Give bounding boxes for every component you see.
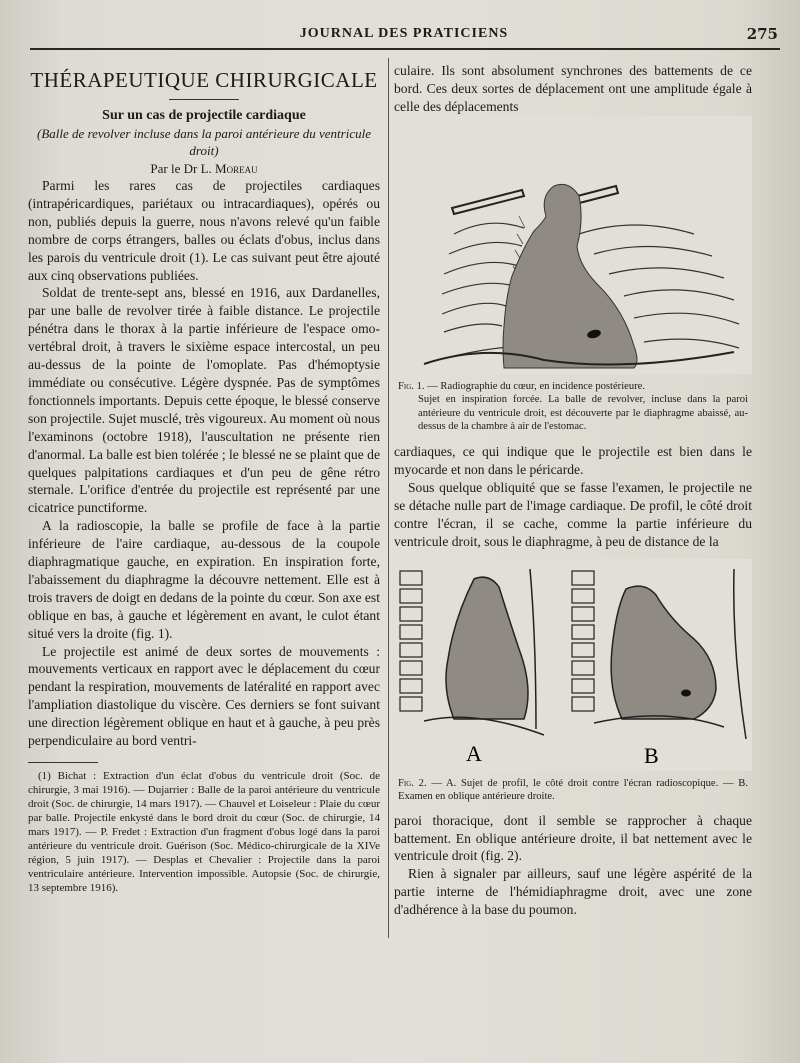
figure-1-caption-first: — Radiographie du cœur, en incidence postérieure. xyxy=(427,380,646,392)
page-header xyxy=(30,22,778,48)
title-rule xyxy=(169,99,239,100)
column-divider xyxy=(388,58,389,938)
figure-2-drawings xyxy=(394,559,752,771)
left-column xyxy=(28,60,380,895)
paragraph-rien: Rien à signaler par ailleurs, sauf une légère aspérité de la partie interne de l'hémidiaphragme droit, avec une zone d'adhérence à la base du poumon. xyxy=(394,866,752,918)
right-column xyxy=(394,62,752,919)
paragraph-radioscopy: A la radioscopie, la balle se profile de face à la partie inférieure de l'aire cardiaque, au-dessous de la coupole diaphragmatique gauche, en expiration. En inspiration forte, l'abaissement du diaphragme la découvre nettement. Elle est à trois travers de doigt en dedans de la pointe du cœur. Son axe est oblique en bas, à gauche et légèrement en avant, le culot étant situé vers la droite (fig. 1). xyxy=(28,518,380,641)
article-title: Sur un cas de projectile cardiaque xyxy=(102,108,306,123)
paragraph-continued: culaire. Ils sont absolument synchrones des battements de ce bord. Ces deux sortes de déplacement ont une amplitude égale à celle des déplacements xyxy=(394,63,752,114)
figure-1 xyxy=(394,116,752,434)
figure-1-caption xyxy=(398,380,748,434)
paragraph-movements: Le projectile est animé de deux sortes de mouvements : mouvements verticaux en rapport avec le déplacement du cœur pendant la respiration, mouvements de latéralité en rapport avec l'ampliation diastolique du viscère. Ces derniers se font suivant une direction légèrement oblique en haut et à gauche, à peu près perpendiculaire au bord ventri- xyxy=(28,643,380,749)
figure-2-label: Fig. 2. xyxy=(398,777,427,789)
figure-1-caption-rest: Sujet en inspiration forcée. La balle de revolver, incluse dans la paroi antérieure du ventricule droit, est découverte par le diaphragme abaissé, au-dessus de la chambre à air de l'estomac. xyxy=(418,394,748,432)
article-subtitle: (Balle de revolver incluse dans la paroi antérieure du ventricule droit) xyxy=(37,126,371,158)
figure-2-caption-text: — A. Sujet de profil, le côté droit contre l'écran radioscopique. — B. Examen en oblique antérieure droite. xyxy=(398,777,749,803)
paragraph-intro: Parmi les rares cas de projectiles cardiaques (intrapéricardiques, pariétaux ou intracardiaques), opérés ou non, publiés depuis la guerre, nous n'avons relevé qu'un faible nombre de corps étrangers, balles ou éclats d'obus, inclus dans les parois du ventricule droit (1). Le cas suivant peut être ajouté aux cinq observations publiées. xyxy=(28,178,380,283)
paragraph-case: Soldat de trente-sept ans, blessé en 1916, aux Dardanelles, par une balle de revolver tirée à faible distance. Le projectile pénétra dans le thorax à la partie inférieure de l'espace omo-vertébral droit, à travers le sixième espace intercostal, un peu au-dessus de la pointe de l'omoplate. Pas d'hémoptysie immédiate ou consécutive. Légère dyspnée. Pas de symptômes fonctionnels importants. Depuis cette époque, le blessé conserve son projectile. Sujet musclé, très vigoureux. Au moment où nous l'examinons (octobre 1918), l'auscultation ne présente rien d'anormal. La balle est bien tolérée ; le blessé ne se plaint que de quelques palpitations cardiaques et d'un peu de gêne rétro sternale. L'orifice d'entrée du projectile est représenté par une cicatrice punctiforme. xyxy=(28,285,380,516)
paragraph-paroi: paroi thoracique, dont il semble se rapprocher à chaque battement. En oblique antérieure droite, il bat nettement avec le ventricule droit (fig. 2). xyxy=(394,812,752,864)
figure-2-caption xyxy=(398,777,748,804)
paragraph-obliquity: Sous quelque obliquité que se fasse l'examen, le projectile ne se détache nulle part de l'image cardiaque. De profil, le côté droit contre l'écran, il se cache, comme la partie inférieure du ventricule droit, sous le diaphragme, à peu de distance de la xyxy=(394,480,752,549)
header-rule xyxy=(30,48,780,50)
section-title: THÉRAPEUTIQUE CHIRURGICALE xyxy=(30,68,378,92)
figure-1-label: Fig. 1. xyxy=(398,380,425,392)
bullet-b-marker xyxy=(681,689,691,696)
drawing-a-label: A xyxy=(466,740,482,766)
author-name: L. Moreau xyxy=(200,161,258,176)
drawing-b-label: B xyxy=(644,742,659,768)
figure-1-radiograph xyxy=(394,116,752,374)
byline xyxy=(28,161,380,177)
footnote-rule xyxy=(28,762,98,763)
paragraph-myocarde: cardiaques, ce qui indique que le projectile est bien dans le myocarde et non dans le péricarde. xyxy=(394,444,752,478)
byline-prefix: Par le Dr xyxy=(150,161,198,176)
page-number: 275 xyxy=(746,25,778,43)
running-title: JOURNAL DES PRATICIENS xyxy=(299,26,509,41)
figure-2 xyxy=(394,559,752,804)
footnote: (1) Bichat : Extraction d'un éclat d'obus du ventricule droit (Soc. de chirurgie, 3 mai 1916). — Dujarrier : Balle de la paroi antérieure du ventricule droit (Soc. de chirurgie, 14 mars 1917). — Chauvel et Loiseleur : Plaie du cœur par balle. Projectile enkysté dans le bord droit du cœur (Soc. de chirurgie, 14 mars 1917). — P. Fredet : Extraction d'un fragment d'obus logé dans la paroi antérieure du ventricule droit. Guérison (Soc. Médico-chirurgicale de la XIVe région, 5 juin 1917). — Desplas et Chevalier : Projectile dans la paroi ventriculaire antérieure. Intervention impossible. Autopsie (Soc. de chirurgie, 13 septembre 1916). xyxy=(28,770,380,894)
